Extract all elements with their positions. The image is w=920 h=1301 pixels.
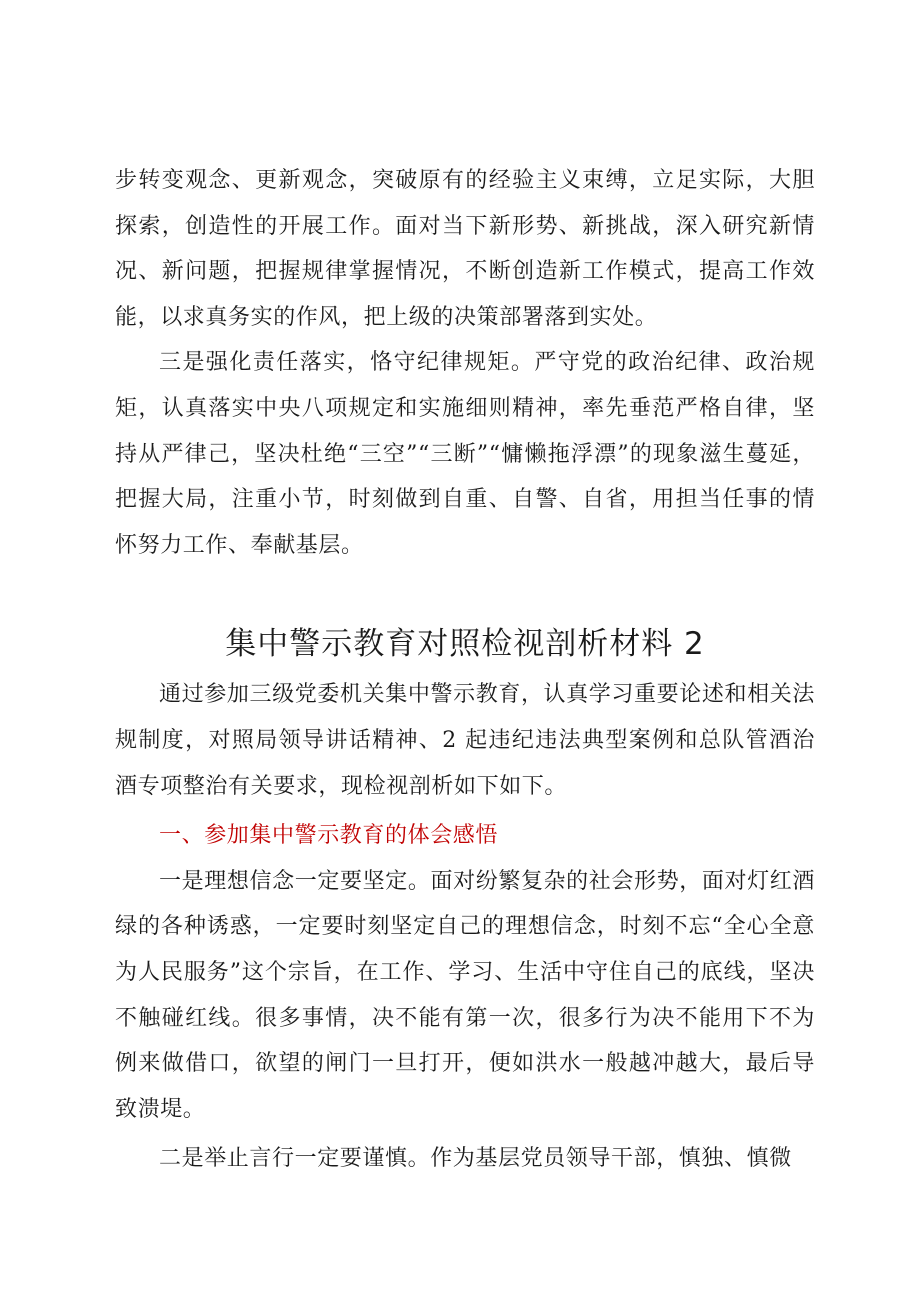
paragraph-point-three: 三是强化责任落实，恪守纪律规矩。严守党的政治纪律、政治规矩，认真落实中央八项规定和实施细则精神，率先垂范严格自律，坚持从严律己，坚决杜绝“三空”“三断”“慵懒拖浮漂”的现象滋生蔓延，把握大局，注重小节，时刻做到自重、自警、自省，用担当任事的情怀努力工作、奉献基层。 <box>115 350 815 558</box>
paragraph-point-one: 一是理想信念一定要坚定。面对纷繁复杂的社会形势，面对灯红酒绿的各种诱惑，一定要时刻坚定自己的理想信念，时刻不忘“全心全意为人民服务”这个宗旨，在工作、学习、生活中守住自己的底线，坚决不触碰红线。很多事情，决不能有第一次，很多行为决不能用下不为例来做借口，欲望的闸门一旦打开，便如洪水一般越冲越大，最后导致溃堤。 <box>115 868 815 1122</box>
intro-paragraph: 通过参加三级党委机关集中警示教育，认真学习重要论述和相关法规制度，对照局领导讲话精神、2 起违纪违法典型案例和总队管酒治酒专项整治有关要求，现检视剖析如下如下。 <box>115 682 815 799</box>
paragraph-point-two: 二是举止言行一定要谨慎。作为基层党员领导干部，慎独、慎微 <box>159 1146 792 1172</box>
section-heading-one: 一、参加集中警示教育的体会感悟 <box>159 823 499 849</box>
continued-paragraph: 步转变观念、更新观念，突破原有的经验主义束缚，立足实际，大胆探索，创造性的开展工作。面对当下新形势、新挑战，深入研究新情况、新问题，把握规律掌握情况，不断创造新工作模式，提高工作效能，以求真务实的作风，把上级的决策部署落到实处。 <box>115 168 815 330</box>
document-body <box>115 158 815 1182</box>
document-title: 集中警示教育对照检视剖析材料 2 <box>225 626 705 663</box>
